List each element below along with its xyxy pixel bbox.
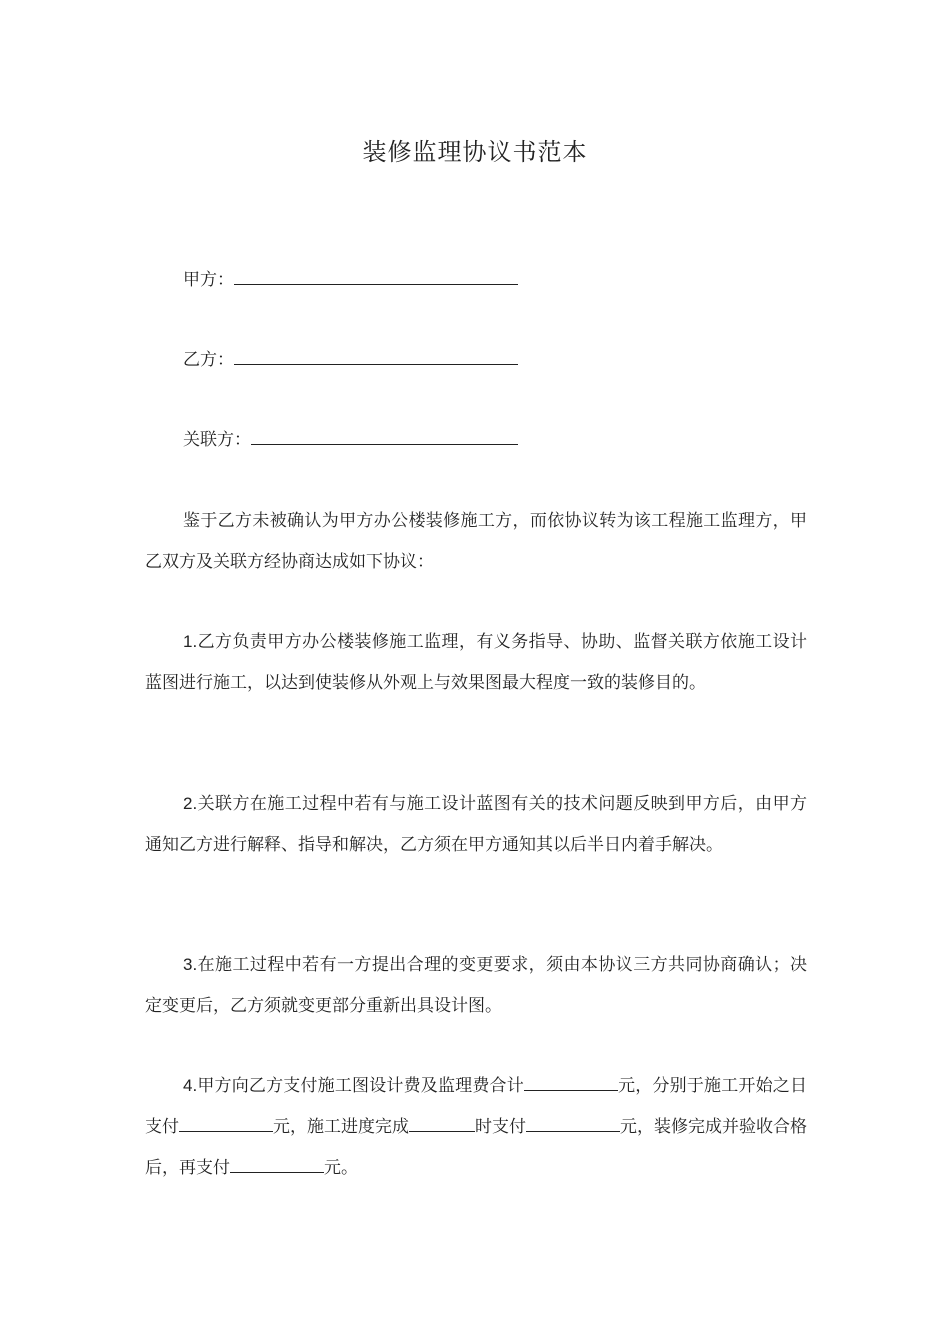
clause-2-text: 关联方在施工过程中若有与施工设计蓝图有关的技术问题反映到甲方后，由甲方通知乙方进行解释、指导和解决，乙方须在甲方通知其以后半日内着手解决。 [145,794,807,855]
clause-4-seg6: 元。 [324,1158,358,1178]
party-a-label: 甲方： [183,270,234,290]
clause-3-text: 在施工过程中若有一方提出合理的变更要求，须由本协议三方共同协商确认；决定变更后，乙方须就变更部分重新出具设计图。 [145,955,807,1016]
clause-2-number: 2. [183,794,198,813]
clause-3 [145,944,807,1027]
total-fee-blank [524,1074,618,1091]
clause-3-number: 3. [183,955,198,974]
party-b-label: 乙方： [183,350,234,370]
party-a-line [183,266,518,292]
clause-4-seg2: 元，分别于施工开始之日支付 [145,1076,807,1137]
clause-1-text: 乙方负责甲方办公楼装修施工监理，有义务指导、协助、监督关联方依施工设计蓝图进行施工，以达到使装修从外观上与效果图最大程度一致的装修目的。 [145,632,807,693]
clause-4-seg3: 元，施工进度完成 [273,1117,409,1137]
document-title: 装修监理协议书范本 [362,138,588,166]
final-payment-blank [230,1156,324,1173]
clause-4-number: 4. [183,1076,198,1095]
progress-blank [409,1115,475,1132]
clause-4-seg1: 甲方向乙方支付施工图设计费及监理费合计 [197,1076,524,1096]
clause-4-seg5: 元，装修完成并验收合格后，再支付 [145,1117,807,1178]
party-b-line [183,346,518,372]
related-party-label: 关联方： [183,430,251,450]
clause-1 [145,621,807,704]
related-party-blank [251,426,518,445]
start-payment-blank [179,1115,273,1132]
related-party-line [183,426,518,452]
progress-payment-blank [526,1115,620,1132]
clause-2 [145,783,807,866]
preamble-paragraph: 鉴于乙方未被确认为甲方办公楼装修施工方，而依协议转为该工程施工监理方，甲乙双方及关联方经协商达成如下协议： [145,511,807,572]
party-a-blank [234,266,518,285]
clause-4-seg4: 时支付 [475,1117,526,1137]
party-b-blank [234,346,518,365]
clause-1-number: 1. [183,632,198,651]
clause-4 [145,1065,807,1189]
